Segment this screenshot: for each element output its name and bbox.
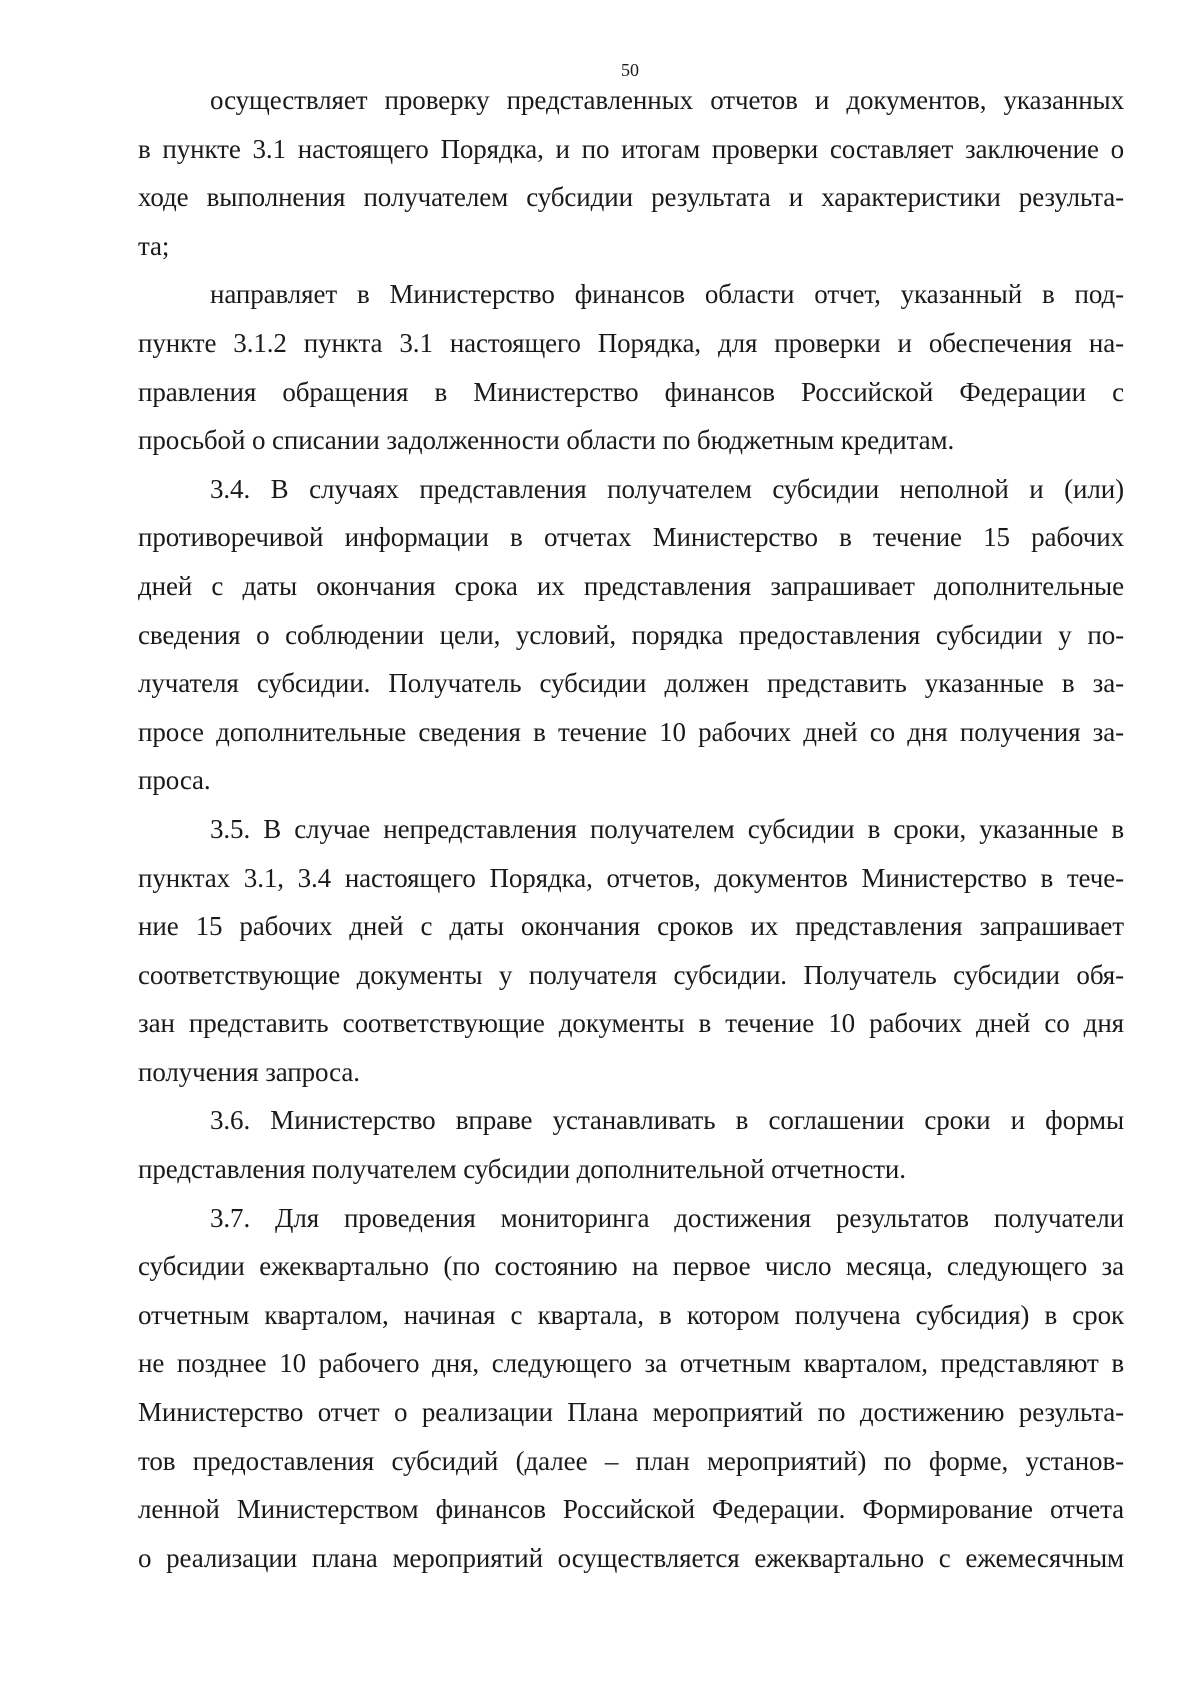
text-line: 3.4. В случаях представления получателем субсидии неполной и (или)	[210, 473, 1124, 504]
text-line: пунктах 3.1, 3.4 настоящего Порядка, отчетов, документов Министерство в тече-	[138, 862, 1124, 893]
text-line: противоречивой информации в отчетах Министерство в течение 15 рабочих	[138, 522, 1124, 553]
text-line: проса.	[138, 765, 211, 796]
text-line: соответствующие документы у получателя субсидии. Получатель субсидии обя-	[138, 959, 1124, 990]
text-line: отчетным кварталом, начиная с квартала, в котором получена субсидия) в срок	[138, 1299, 1124, 1330]
text-line: Министерство отчет о реализации Плана мероприятий по достижению результа-	[138, 1397, 1124, 1428]
document-body	[138, 76, 1124, 1582]
text-line: направляет в Министерство финансов области отчет, указанный в под-	[210, 279, 1124, 310]
text-line: ленной Министерством финансов Российской Федерации. Формирование отчета	[138, 1494, 1124, 1525]
text-line: просе дополнительные сведения в течение 10 рабочих дней со дня получения за-	[138, 716, 1124, 747]
text-line: 3.5. В случае непредставления получателем субсидии в сроки, указанные в	[210, 813, 1124, 844]
text-line: не позднее 10 рабочего дня, следующего за отчетным кварталом, представляют в	[138, 1348, 1124, 1379]
text-line: ние 15 рабочих дней с даты окончания сроков их представления запрашивает	[138, 911, 1124, 942]
page-number: 50	[621, 60, 639, 80]
text-line: зан представить соответствующие документы в течение 10 рабочих дней со дня	[138, 1008, 1124, 1039]
text-line: пункте 3.1.2 пункта 3.1 настоящего Порядка, для проверки и обеспечения на-	[138, 327, 1124, 358]
text-line: тов предоставления субсидий (далее – план мероприятий) по форме, установ-	[138, 1445, 1124, 1476]
text-line: о реализации плана мероприятий осуществляется ежеквартально с ежемесячным	[138, 1542, 1124, 1573]
text-line: правления обращения в Министерство финансов Российской Федерации с	[138, 376, 1124, 407]
text-line: субсидии ежеквартально (по состоянию на первое число месяца, следующего за	[138, 1251, 1124, 1282]
text-line: сведения о соблюдении цели, условий, порядка предоставления субсидии у по-	[138, 619, 1124, 650]
text-line: лучателя субсидии. Получатель субсидии должен представить указанные в за-	[138, 668, 1124, 699]
text-line: дней с даты окончания срока их представления запрашивает дополнительные	[138, 570, 1124, 601]
text-line: получения запроса.	[138, 1056, 360, 1087]
text-line: 3.7. Для проведения мониторинга достижения результатов получатели	[210, 1202, 1124, 1233]
text-line: та;	[138, 230, 170, 261]
text-line: 3.6. Министерство вправе устанавливать в соглашении сроки и формы	[210, 1105, 1124, 1136]
text-line: осуществляет проверку представленных отчетов и документов, указанных	[210, 85, 1124, 115]
text-line: просьбой о списании задолженности области по бюджетным кредитам.	[138, 425, 955, 456]
text-line: представления получателем субсидии дополнительной отчетности.	[138, 1154, 906, 1185]
text-line: в пункте 3.1 настоящего Порядка, и по итогам проверки составляет заключение о	[138, 133, 1124, 164]
text-line: ходе выполнения получателем субсидии результата и характеристики результа-	[138, 182, 1124, 213]
